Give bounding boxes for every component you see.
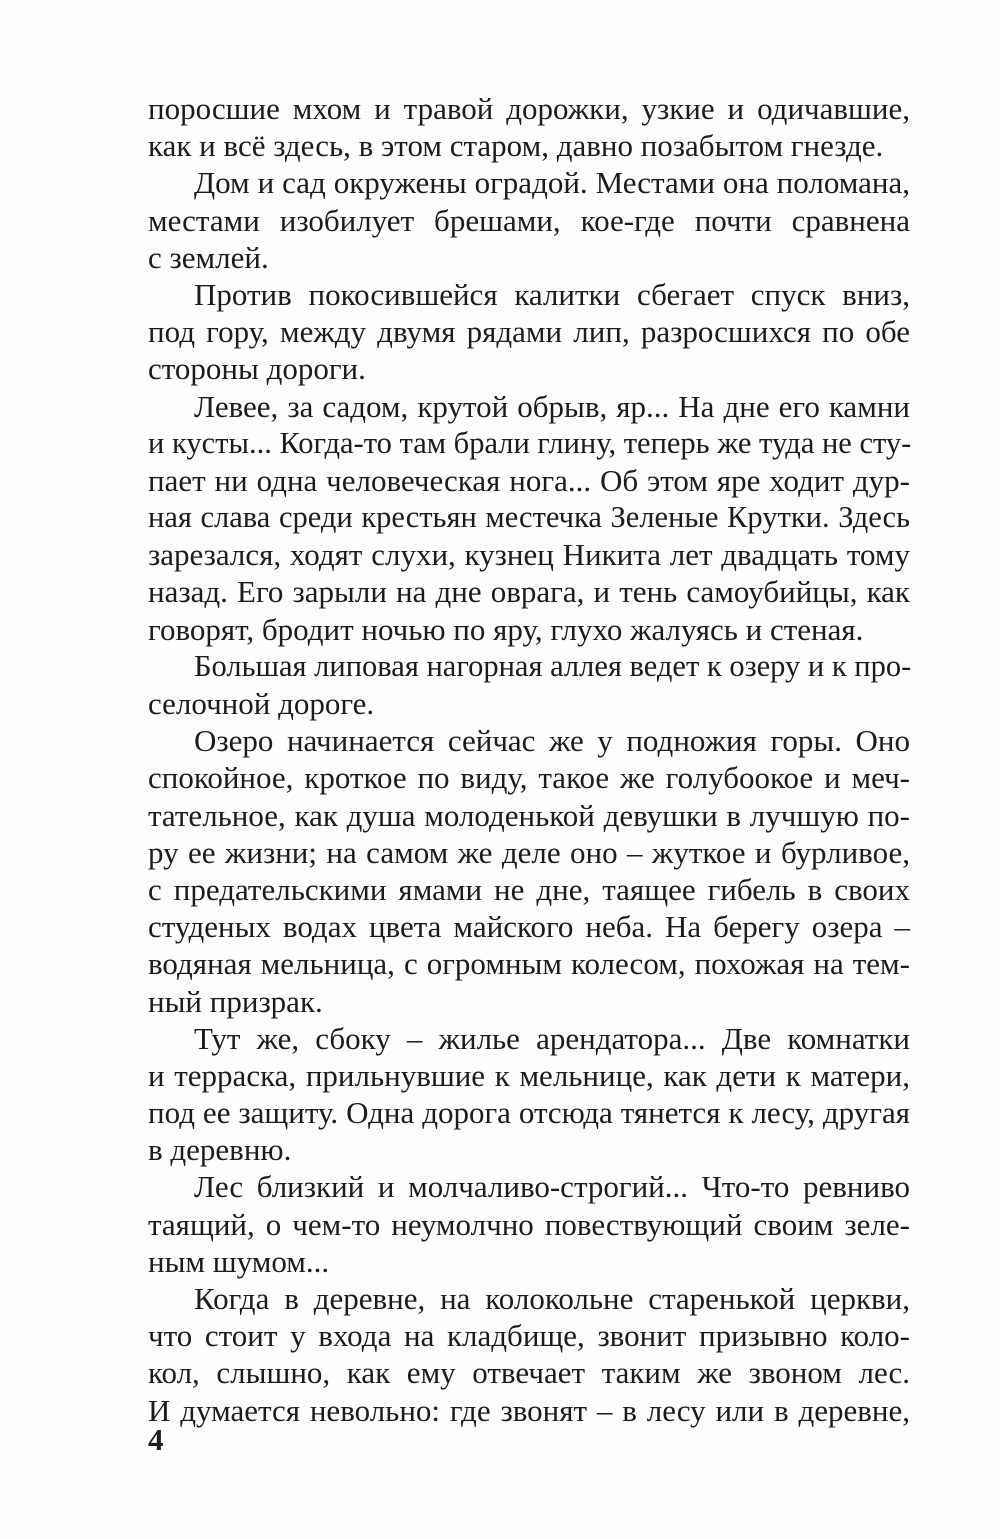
text-line: поросшие мхом и травой дорожки, узкие и одичавшие, [148, 91, 910, 126]
text-line: под гору, между двумя рядами лип, разросшихся по обе [148, 314, 910, 350]
text-line: селочной дороге. [148, 686, 375, 721]
text-line: И думается невольно: где звонят – в лесу или в деревне, [148, 1392, 910, 1428]
text-line: с предательскими ямами не дне, таящее гибель в своих [148, 871, 910, 907]
page-number: 4 [148, 1422, 164, 1457]
text-line: Когда в деревне, на колокольне старенькой церкви, [194, 1281, 910, 1316]
text-line: ная слава среди крестьян местечка Зеленые Крутки. Здесь [148, 500, 910, 535]
text-line: в деревню. [148, 1132, 292, 1168]
text-line: Против покосившейся калитки сбегает спуск вниз, [194, 276, 910, 312]
text-line: тательное, как душа молоденькой девушки в лучшую по- [148, 797, 910, 833]
text-line: Тут же, сбоку – жилье арендатора... Две комнатки [194, 1020, 910, 1056]
text-line: говорят, бродит ночью по яру, глухо жалуясь и стеная. [148, 611, 864, 647]
text-line: под ее защиту. Одна дорога отсюда тянется к лесу, другая [148, 1095, 910, 1131]
text-line: местами изобилует брешами, кое-где почти сравнена [148, 202, 910, 238]
text-line: с землей. [148, 239, 269, 275]
text-line: что стоит у входа на кладбище, звонит призывно коло- [148, 1318, 910, 1354]
text-line: назад. Его зарыли на дне оврага, и тень самоубийцы, как [148, 574, 910, 610]
text-line: пает ни одна человеческая нога... Об этом яре ходит дур- [148, 462, 910, 498]
text-line: ру ее жизни; на самом же деле оно – жуткое и бурливое, [148, 834, 910, 870]
text-line: Левее, за садом, крутой обрыв, яр... На дне его камни [194, 388, 910, 424]
body-text [148, 90, 910, 1429]
text-line: стороны дороги. [148, 351, 366, 387]
text-line: ный призрак. [148, 983, 323, 1019]
text-line: как и всё здесь, в этом старом, давно позабытом гнезде. [148, 128, 884, 164]
text-line: таящий, о чем-то неумолчно повествующий своим зеле- [148, 1206, 910, 1242]
text-line: Озеро начинается сейчас же у подножия горы. Оно [194, 723, 910, 759]
text-line: кол, слышно, как ему отвечает таким же звоном лес. [148, 1355, 910, 1391]
text-line: и терраска, прильнувшие к мельнице, как дети к матери, [148, 1057, 910, 1093]
text-line: водяная мельница, с огромным колесом, похожая на тем- [148, 946, 910, 982]
text-line: спокойное, кроткое по виду, такое же голубоокое и меч- [148, 760, 910, 796]
text-line: ным шумом... [148, 1243, 330, 1279]
text-line: зарезался, ходят слухи, кузнец Никита лет двадцать тому [148, 537, 910, 573]
text-line: Дом и сад окружены оградой. Местами она поломана, [194, 165, 910, 201]
text-line: Лес близкий и молчаливо-строгий... Что-то ревниво [194, 1169, 910, 1205]
text-line: студеных водах цвета майского неба. На берегу озера – [148, 909, 910, 945]
text-line: Большая липовая нагорная аллея ведет к озеру и к про- [194, 648, 912, 683]
text-line: и кусты... Когда-то там брали глину, теперь же туда не сту- [148, 425, 912, 460]
